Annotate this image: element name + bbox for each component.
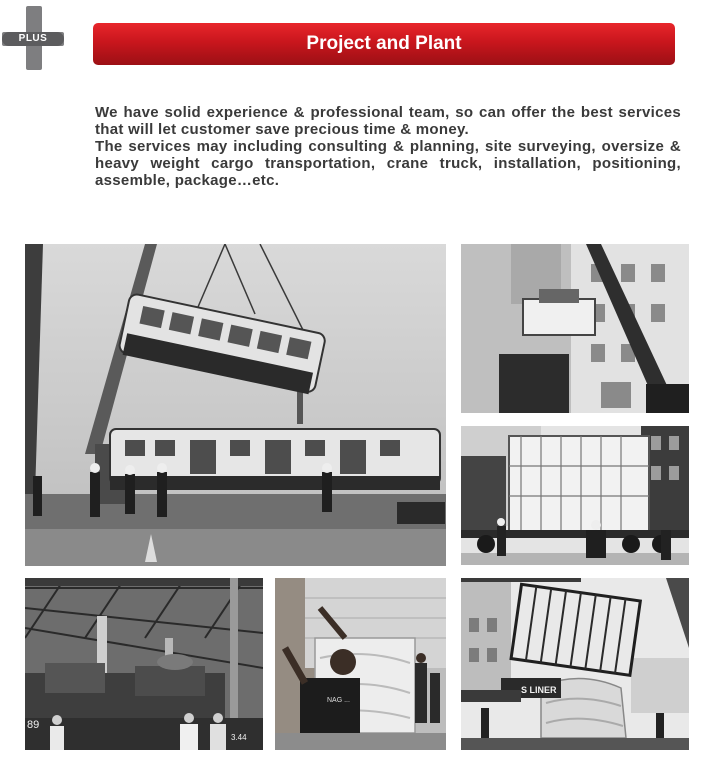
intro-text [95,104,681,189]
section-title-banner: Project and Plant [93,23,675,65]
photo-building-crane-lift [461,244,689,413]
machine-number-label-2: 3.44 [231,733,247,742]
tshirt-text: NAG ... [327,697,350,704]
logo-text: PLUS [2,32,64,46]
intro-paragraph-1: We have solid experience & professional team, so can offer the best services that will let customer save precious time & money. [95,104,681,138]
liner-label: S LINER [521,685,557,695]
plus-logo [0,0,80,80]
photo-container-truck [461,426,689,565]
intro-paragraph-2: The services may including consulting & planning, site surveying, oversize & heavy weight cargo transportation, crane truck, installation, positioning, assemble, package…etc. [95,138,681,189]
machine-number-label: 89 [27,719,40,731]
photo-train-car-lift [25,244,446,566]
photo-packing-workers [275,578,446,750]
photo-factory-interior [25,578,263,750]
photo-crate-lift [461,578,689,750]
